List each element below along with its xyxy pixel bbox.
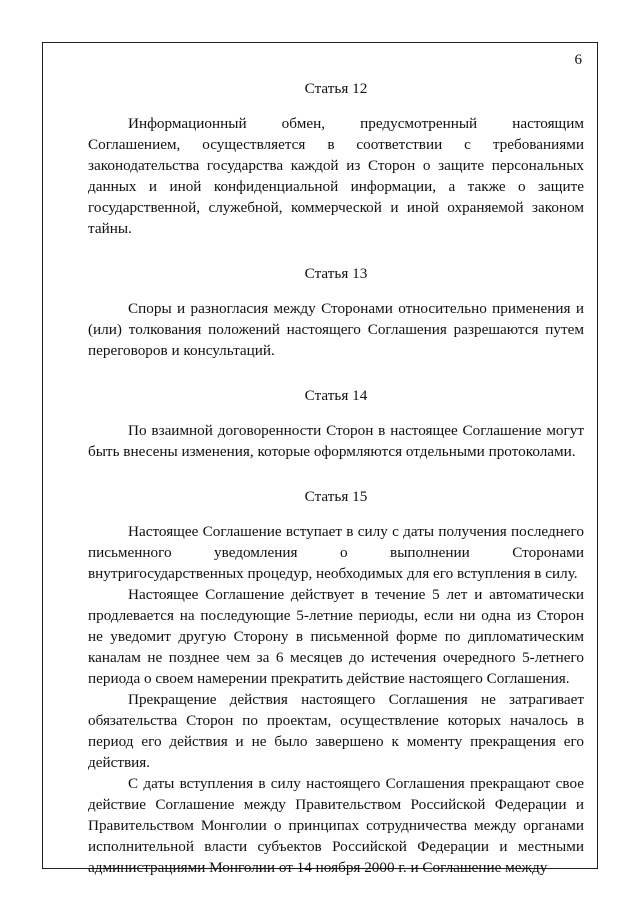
article-paragraph: Споры и разногласия между Сторонами относительно применения и (или) толкования положений настоящего Соглашения разрешаются путем переговоров и консультаций. xyxy=(88,300,584,359)
article-title: Статья 13 xyxy=(304,265,368,282)
page-number: 6 xyxy=(574,52,582,68)
article-14 xyxy=(88,385,584,462)
article-13 xyxy=(88,263,584,361)
article-paragraph: По взаимной договоренности Сторон в настоящее Соглашение могут быть внесены изменения, которые оформляются отдельными протоколами. xyxy=(88,422,584,460)
document-body xyxy=(88,78,584,878)
article-paragraph: Настоящее Соглашение вступает в силу с даты получения последнего письменного уведомления о выполнении Сторонами внутригосударственных процедур, необходимых для его вступления в силу. xyxy=(88,523,584,582)
article-12 xyxy=(88,78,584,239)
article-title: Статья 15 xyxy=(304,488,368,505)
article-title: Статья 12 xyxy=(304,80,368,97)
article-paragraph: Прекращение действия настоящего Соглашения не затрагивает обязательства Сторон по проектам, осуществление которых началось в период его действия и не было завершено к моменту прекращения его действия. xyxy=(88,691,584,771)
article-paragraph: Информационный обмен, предусмотренный настоящим Соглашением, осуществляется в соответствии с требованиями законодательства государства каждой из Сторон о защите персональных данных и иной конфиденциальной информации, а также о защите государственной, служебной, коммерческой и иной охраняемой законом тайны. xyxy=(88,115,584,237)
article-15 xyxy=(88,486,584,878)
article-title: Статья 14 xyxy=(304,387,368,404)
article-paragraph: С даты вступления в силу настоящего Соглашения прекращают свое действие Соглашение между Правительством Российской Федерации и Правительством Монголии о принципах сотрудничества между органами исполнительной власти субъектов Российской Федерации и местными администрациями Монголии от 14 ноября 2000 г. и Соглашение между xyxy=(88,775,584,876)
article-paragraph: Настоящее Соглашение действует в течение 5 лет и автоматически продлевается на последующие 5-летние периоды, если ни одна из Сторон не уведомит другую Сторону в письменной форме по дипломатическим каналам не позднее чем за 6 месяцев до истечения очередного 5-летнего периода о своем намерении прекратить действие настоящего Соглашения. xyxy=(88,586,584,687)
